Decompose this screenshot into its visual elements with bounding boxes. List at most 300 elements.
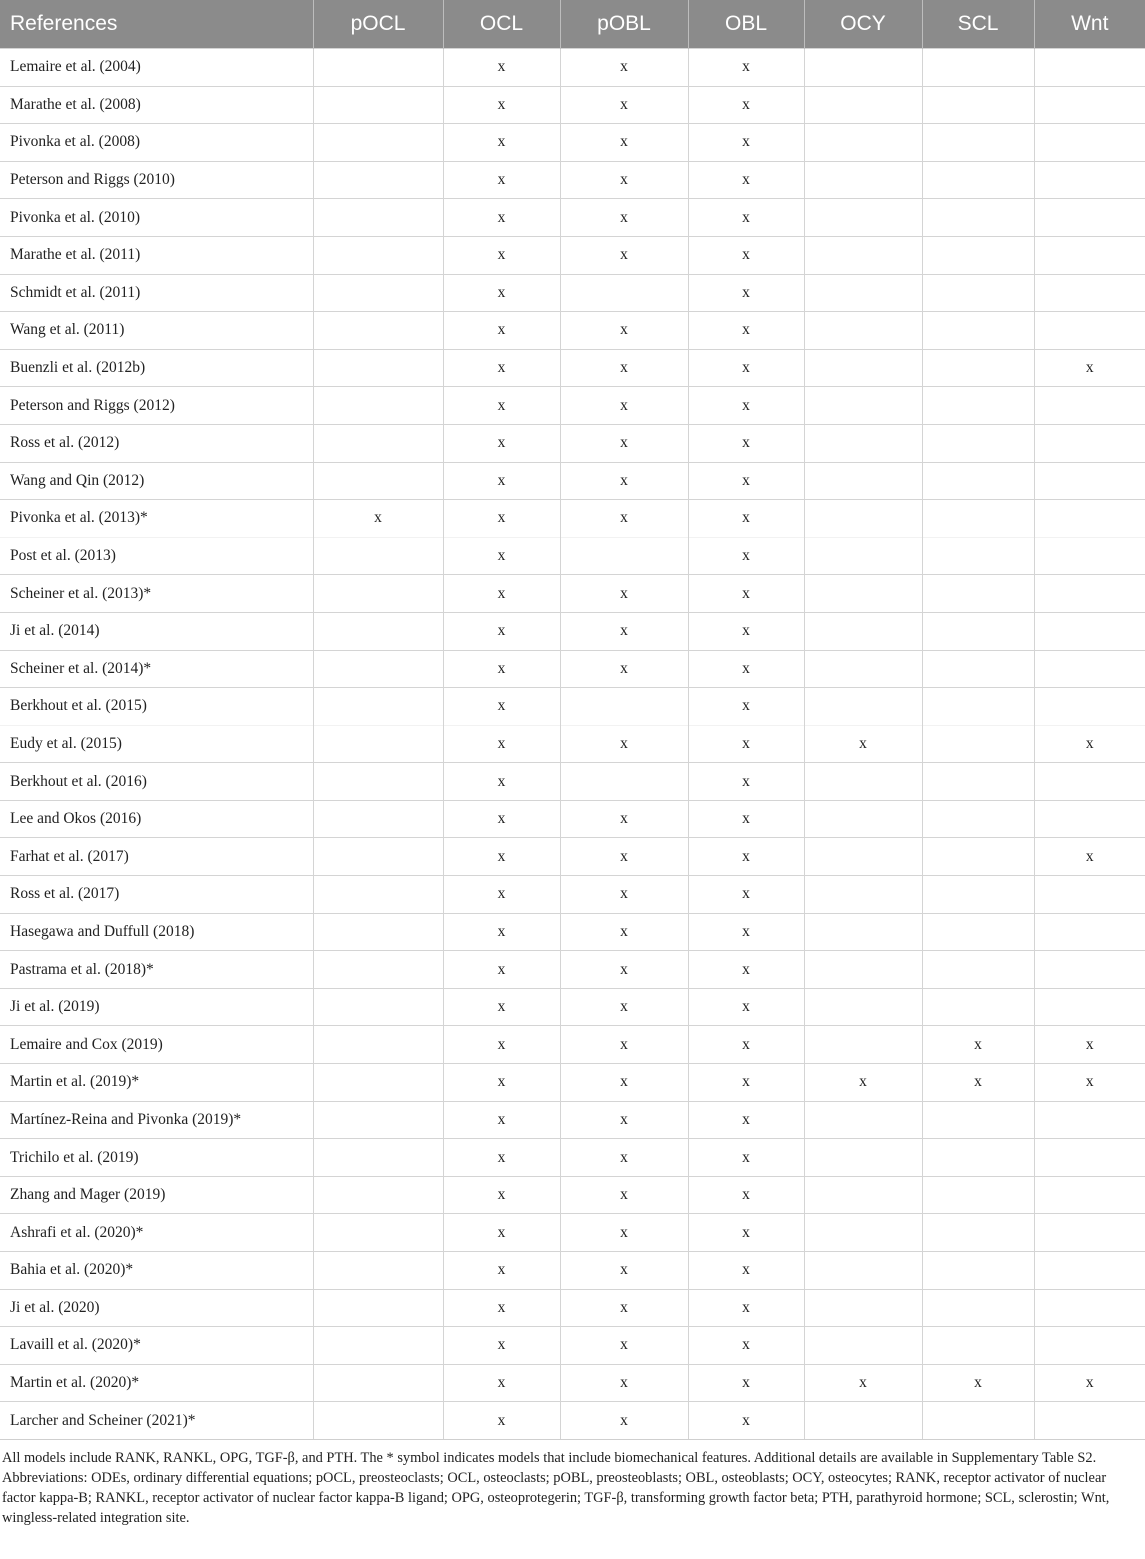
cell-pocl xyxy=(313,650,443,688)
cell-wnt xyxy=(1034,612,1145,650)
cell-pocl xyxy=(313,913,443,951)
cell-ocl: x xyxy=(443,1402,560,1440)
header-scl: SCL xyxy=(922,0,1034,49)
table-footnote: All models include RANK, RANKL, OPG, TGF-β, and PTH. The * symbol indicates models that include biomechanical features. Additional details are available in Supplementary Table S2. Abbreviations: ODEs, ordinary differential equations; pOCL, preosteoclasts; OCL, osteoclasts; pOBL, preosteoblasts; OBL, osteoblasts; OCY, osteocytes; RANK, receptor activator of nuclear factor kappa-B; RANKL, receptor activator of nuclear factor kappa-B ligand; OPG, osteoprotegerin; TGF-β, transforming growth factor beta; PTH, parathyroid hormone; SCL, sclerostin; Wnt, wingless-related integration site. xyxy=(2,1449,1110,1526)
cell-wnt xyxy=(1034,274,1145,312)
cell-pobl: x xyxy=(560,1327,688,1365)
cell-wnt xyxy=(1034,424,1145,462)
cell-reference: Ji et al. (2019) xyxy=(0,988,313,1026)
cell-pocl xyxy=(313,1289,443,1327)
cell-obl: x xyxy=(688,86,804,124)
cell-pobl: x xyxy=(560,1139,688,1177)
cell-obl: x xyxy=(688,49,804,87)
cell-ocy xyxy=(804,124,922,162)
cell-ocy xyxy=(804,612,922,650)
cell-scl xyxy=(922,49,1034,87)
table-row xyxy=(0,1289,1145,1327)
cell-ocl: x xyxy=(443,988,560,1026)
cell-scl xyxy=(922,763,1034,801)
cell-obl: x xyxy=(688,1064,804,1102)
cell-reference: Farhat et al. (2017) xyxy=(0,838,313,876)
table-row xyxy=(0,124,1145,162)
cell-ocl: x xyxy=(443,161,560,199)
cell-reference: Ross et al. (2017) xyxy=(0,876,313,914)
cell-ocy xyxy=(804,500,922,538)
cell-obl: x xyxy=(688,1176,804,1214)
cell-wnt xyxy=(1034,650,1145,688)
cell-wnt: x xyxy=(1034,1064,1145,1102)
cell-obl: x xyxy=(688,988,804,1026)
cell-reference: Martin et al. (2019)* xyxy=(0,1064,313,1102)
cell-ocy xyxy=(804,1176,922,1214)
cell-wnt: x xyxy=(1034,349,1145,387)
cell-obl: x xyxy=(688,725,804,763)
cell-ocl: x xyxy=(443,349,560,387)
cell-scl xyxy=(922,876,1034,914)
cell-pobl: x xyxy=(560,387,688,425)
cell-ocl: x xyxy=(443,725,560,763)
cell-reference: Ashrafi et al. (2020)* xyxy=(0,1214,313,1252)
cell-ocy xyxy=(804,688,922,726)
cell-reference: Berkhout et al. (2016) xyxy=(0,763,313,801)
cell-ocy xyxy=(804,274,922,312)
cell-pobl: x xyxy=(560,349,688,387)
cell-scl xyxy=(922,1214,1034,1252)
table-row xyxy=(0,913,1145,951)
cell-pocl xyxy=(313,274,443,312)
cell-ocl: x xyxy=(443,612,560,650)
table-row xyxy=(0,1101,1145,1139)
cell-ocl: x xyxy=(443,575,560,613)
table-row xyxy=(0,650,1145,688)
cell-ocy xyxy=(804,1402,922,1440)
table-row xyxy=(0,387,1145,425)
cell-pobl: x xyxy=(560,462,688,500)
table-row xyxy=(0,1327,1145,1365)
cell-reference: Buenzli et al. (2012b) xyxy=(0,349,313,387)
cell-reference: Lavaill et al. (2020)* xyxy=(0,1327,313,1365)
cell-pobl: x xyxy=(560,1252,688,1290)
cell-scl xyxy=(922,1289,1034,1327)
cell-scl xyxy=(922,387,1034,425)
cell-ocl: x xyxy=(443,1252,560,1290)
cell-scl xyxy=(922,988,1034,1026)
cell-obl: x xyxy=(688,612,804,650)
cell-reference: Pivonka et al. (2008) xyxy=(0,124,313,162)
table-row xyxy=(0,161,1145,199)
cell-obl: x xyxy=(688,1139,804,1177)
table-body xyxy=(0,49,1145,1440)
cell-wnt xyxy=(1034,688,1145,726)
cell-pocl xyxy=(313,1252,443,1290)
cell-ocy xyxy=(804,424,922,462)
cell-pobl xyxy=(560,688,688,726)
cell-pocl xyxy=(313,1064,443,1102)
cell-obl: x xyxy=(688,349,804,387)
cell-obl: x xyxy=(688,424,804,462)
cell-pobl: x xyxy=(560,1026,688,1064)
cell-scl xyxy=(922,650,1034,688)
cell-wnt xyxy=(1034,387,1145,425)
cell-pobl: x xyxy=(560,1289,688,1327)
cell-pocl xyxy=(313,161,443,199)
cell-obl: x xyxy=(688,274,804,312)
cell-ocy xyxy=(804,1214,922,1252)
table-row xyxy=(0,1064,1145,1102)
cell-pobl: x xyxy=(560,575,688,613)
table-row xyxy=(0,424,1145,462)
cell-obl: x xyxy=(688,124,804,162)
cell-wnt xyxy=(1034,1139,1145,1177)
cell-ocl: x xyxy=(443,1176,560,1214)
cell-pocl xyxy=(313,462,443,500)
cell-pobl: x xyxy=(560,951,688,989)
cell-pocl xyxy=(313,575,443,613)
cell-scl xyxy=(922,725,1034,763)
cell-ocl: x xyxy=(443,838,560,876)
cell-pocl xyxy=(313,124,443,162)
cell-pobl: x xyxy=(560,236,688,274)
table-row xyxy=(0,951,1145,989)
cell-wnt xyxy=(1034,49,1145,87)
cell-ocy: x xyxy=(804,725,922,763)
table-row xyxy=(0,575,1145,613)
cell-pobl: x xyxy=(560,650,688,688)
cell-pocl xyxy=(313,349,443,387)
cell-obl: x xyxy=(688,537,804,575)
cell-wnt xyxy=(1034,236,1145,274)
cell-ocl: x xyxy=(443,274,560,312)
cell-ocl: x xyxy=(443,236,560,274)
cell-ocy xyxy=(804,876,922,914)
cell-reference: Post et al. (2013) xyxy=(0,537,313,575)
cell-pocl xyxy=(313,49,443,87)
cell-pocl xyxy=(313,876,443,914)
cell-pobl: x xyxy=(560,1101,688,1139)
cell-reference: Lemaire et al. (2004) xyxy=(0,49,313,87)
cell-obl: x xyxy=(688,650,804,688)
cell-scl xyxy=(922,612,1034,650)
cell-reference: Ross et al. (2012) xyxy=(0,424,313,462)
table-row xyxy=(0,763,1145,801)
cell-pobl xyxy=(560,274,688,312)
cell-obl: x xyxy=(688,876,804,914)
cell-obl: x xyxy=(688,500,804,538)
header-wnt: Wnt xyxy=(1034,0,1145,49)
cell-pobl: x xyxy=(560,913,688,951)
cell-ocl: x xyxy=(443,1064,560,1102)
cell-pocl xyxy=(313,1176,443,1214)
cell-scl xyxy=(922,86,1034,124)
cell-pobl: x xyxy=(560,1214,688,1252)
cell-wnt xyxy=(1034,312,1145,350)
cell-pobl xyxy=(560,763,688,801)
cell-ocy xyxy=(804,1289,922,1327)
cell-obl: x xyxy=(688,951,804,989)
cell-wnt xyxy=(1034,800,1145,838)
cell-scl xyxy=(922,1139,1034,1177)
cell-ocl: x xyxy=(443,49,560,87)
cell-ocl: x xyxy=(443,387,560,425)
cell-pocl: x xyxy=(313,500,443,538)
cell-ocy xyxy=(804,86,922,124)
cell-pocl xyxy=(313,838,443,876)
cell-pocl xyxy=(313,1327,443,1365)
table-row xyxy=(0,876,1145,914)
cell-ocy xyxy=(804,575,922,613)
cell-obl: x xyxy=(688,575,804,613)
cell-scl xyxy=(922,312,1034,350)
table-row xyxy=(0,49,1145,87)
cell-ocy xyxy=(804,763,922,801)
cell-pocl xyxy=(313,1101,443,1139)
cell-pobl: x xyxy=(560,1064,688,1102)
table-row xyxy=(0,1364,1145,1402)
table-row xyxy=(0,1252,1145,1290)
cell-reference: Peterson and Riggs (2012) xyxy=(0,387,313,425)
header-references: References xyxy=(0,0,313,49)
cell-ocy xyxy=(804,537,922,575)
cell-pobl: x xyxy=(560,49,688,87)
cell-ocl: x xyxy=(443,462,560,500)
cell-scl xyxy=(922,1101,1034,1139)
cell-obl: x xyxy=(688,688,804,726)
cell-reference: Lee and Okos (2016) xyxy=(0,800,313,838)
table-row xyxy=(0,1176,1145,1214)
cell-ocy xyxy=(804,988,922,1026)
table-row xyxy=(0,349,1145,387)
cell-pocl xyxy=(313,1026,443,1064)
cell-ocy xyxy=(804,1252,922,1290)
cell-wnt xyxy=(1034,913,1145,951)
table-row xyxy=(0,274,1145,312)
cell-pobl: x xyxy=(560,988,688,1026)
cell-ocl: x xyxy=(443,537,560,575)
cell-ocy: x xyxy=(804,1364,922,1402)
table-row xyxy=(0,199,1145,237)
cell-obl: x xyxy=(688,1214,804,1252)
cell-reference: Lemaire and Cox (2019) xyxy=(0,1026,313,1064)
cell-ocl: x xyxy=(443,199,560,237)
cell-ocl: x xyxy=(443,424,560,462)
table-row xyxy=(0,800,1145,838)
cell-wnt: x xyxy=(1034,1364,1145,1402)
cell-reference: Pivonka et al. (2013)* xyxy=(0,500,313,538)
table-row xyxy=(0,1139,1145,1177)
cell-ocl: x xyxy=(443,913,560,951)
cell-pocl xyxy=(313,1139,443,1177)
cell-obl: x xyxy=(688,199,804,237)
cell-reference: Berkhout et al. (2015) xyxy=(0,688,313,726)
cell-obl: x xyxy=(688,387,804,425)
cell-reference: Martin et al. (2020)* xyxy=(0,1364,313,1402)
cell-pocl xyxy=(313,312,443,350)
cell-ocy xyxy=(804,312,922,350)
cell-ocl: x xyxy=(443,1327,560,1365)
cell-ocy xyxy=(804,462,922,500)
cell-reference: Schmidt et al. (2011) xyxy=(0,274,313,312)
cell-reference: Scheiner et al. (2014)* xyxy=(0,650,313,688)
cell-ocl: x xyxy=(443,688,560,726)
cell-reference: Peterson and Riggs (2010) xyxy=(0,161,313,199)
table-row xyxy=(0,1402,1145,1440)
cell-ocy xyxy=(804,1101,922,1139)
cell-pobl: x xyxy=(560,1364,688,1402)
cell-ocl: x xyxy=(443,800,560,838)
table-header-row xyxy=(0,0,1145,49)
table-row xyxy=(0,612,1145,650)
cell-scl xyxy=(922,1327,1034,1365)
cell-pobl: x xyxy=(560,876,688,914)
cell-pobl: x xyxy=(560,199,688,237)
cell-scl xyxy=(922,199,1034,237)
cell-reference: Scheiner et al. (2013)* xyxy=(0,575,313,613)
table-row xyxy=(0,1214,1145,1252)
cell-ocl: x xyxy=(443,1289,560,1327)
table-row xyxy=(0,312,1145,350)
cell-ocy xyxy=(804,1026,922,1064)
cell-wnt xyxy=(1034,1176,1145,1214)
cell-scl: x xyxy=(922,1026,1034,1064)
cell-pocl xyxy=(313,988,443,1026)
header-pocl: pOCL xyxy=(313,0,443,49)
cell-scl xyxy=(922,500,1034,538)
table-row xyxy=(0,988,1145,1026)
cell-obl: x xyxy=(688,236,804,274)
table-row xyxy=(0,838,1145,876)
table-row xyxy=(0,462,1145,500)
cell-scl xyxy=(922,838,1034,876)
cell-ocy xyxy=(804,387,922,425)
cell-ocl: x xyxy=(443,763,560,801)
header-pobl: pOBL xyxy=(560,0,688,49)
cell-wnt xyxy=(1034,1327,1145,1365)
cell-reference: Pivonka et al. (2010) xyxy=(0,199,313,237)
cell-ocy: x xyxy=(804,1064,922,1102)
cell-pocl xyxy=(313,86,443,124)
cell-ocy xyxy=(804,199,922,237)
cell-scl xyxy=(922,537,1034,575)
cell-ocy xyxy=(804,1327,922,1365)
cell-pocl xyxy=(313,1364,443,1402)
cell-pocl xyxy=(313,763,443,801)
cell-pobl: x xyxy=(560,725,688,763)
cell-obl: x xyxy=(688,1364,804,1402)
cell-scl xyxy=(922,800,1034,838)
cell-wnt xyxy=(1034,86,1145,124)
cell-pocl xyxy=(313,1402,443,1440)
cell-ocy xyxy=(804,650,922,688)
cell-scl xyxy=(922,951,1034,989)
cell-wnt xyxy=(1034,199,1145,237)
cell-pobl: x xyxy=(560,500,688,538)
cell-ocl: x xyxy=(443,951,560,989)
cell-pobl: x xyxy=(560,612,688,650)
cell-wnt xyxy=(1034,1101,1145,1139)
cell-obl: x xyxy=(688,161,804,199)
cell-scl xyxy=(922,913,1034,951)
cell-ocl: x xyxy=(443,312,560,350)
cell-ocl: x xyxy=(443,500,560,538)
cell-obl: x xyxy=(688,800,804,838)
cell-scl: x xyxy=(922,1364,1034,1402)
table-row xyxy=(0,725,1145,763)
cell-wnt xyxy=(1034,161,1145,199)
cell-ocl: x xyxy=(443,86,560,124)
cell-reference: Larcher and Scheiner (2021)* xyxy=(0,1402,313,1440)
table-row xyxy=(0,688,1145,726)
cell-wnt xyxy=(1034,951,1145,989)
table-row xyxy=(0,236,1145,274)
cell-obl: x xyxy=(688,1252,804,1290)
cell-obl: x xyxy=(688,1402,804,1440)
cell-reference: Marathe et al. (2011) xyxy=(0,236,313,274)
cell-reference: Bahia et al. (2020)* xyxy=(0,1252,313,1290)
cell-wnt xyxy=(1034,1252,1145,1290)
cell-pobl: x xyxy=(560,800,688,838)
cell-scl xyxy=(922,236,1034,274)
cell-scl xyxy=(922,124,1034,162)
cell-wnt xyxy=(1034,537,1145,575)
cell-wnt xyxy=(1034,876,1145,914)
cell-reference: Wang and Qin (2012) xyxy=(0,462,313,500)
cell-pobl: x xyxy=(560,1176,688,1214)
cell-wnt xyxy=(1034,988,1145,1026)
cell-pocl xyxy=(313,199,443,237)
cell-scl xyxy=(922,1252,1034,1290)
cell-scl xyxy=(922,161,1034,199)
cell-wnt xyxy=(1034,1214,1145,1252)
cell-pobl: x xyxy=(560,161,688,199)
cell-wnt xyxy=(1034,763,1145,801)
cell-reference: Trichilo et al. (2019) xyxy=(0,1139,313,1177)
cell-ocy xyxy=(804,838,922,876)
cell-scl xyxy=(922,349,1034,387)
cell-obl: x xyxy=(688,1026,804,1064)
cell-scl xyxy=(922,1176,1034,1214)
cell-scl xyxy=(922,462,1034,500)
cell-obl: x xyxy=(688,763,804,801)
cell-ocy xyxy=(804,236,922,274)
cell-ocl: x xyxy=(443,1364,560,1402)
header-obl: OBL xyxy=(688,0,804,49)
table-row xyxy=(0,500,1145,538)
cell-wnt xyxy=(1034,124,1145,162)
header-ocy: OCY xyxy=(804,0,922,49)
cell-obl: x xyxy=(688,913,804,951)
cell-wnt xyxy=(1034,575,1145,613)
cell-pocl xyxy=(313,688,443,726)
cell-reference: Wang et al. (2011) xyxy=(0,312,313,350)
cell-scl xyxy=(922,575,1034,613)
cell-ocl: x xyxy=(443,1026,560,1064)
cell-ocy xyxy=(804,349,922,387)
cell-ocy xyxy=(804,951,922,989)
table-row xyxy=(0,537,1145,575)
cell-wnt xyxy=(1034,1289,1145,1327)
cell-pocl xyxy=(313,537,443,575)
cell-wnt: x xyxy=(1034,1026,1145,1064)
cell-pocl xyxy=(313,800,443,838)
cell-ocy xyxy=(804,800,922,838)
cell-ocl: x xyxy=(443,124,560,162)
cell-obl: x xyxy=(688,1101,804,1139)
table-row xyxy=(0,1026,1145,1064)
cell-ocl: x xyxy=(443,650,560,688)
cell-wnt xyxy=(1034,500,1145,538)
cell-reference: Ji et al. (2014) xyxy=(0,612,313,650)
cell-reference: Zhang and Mager (2019) xyxy=(0,1176,313,1214)
